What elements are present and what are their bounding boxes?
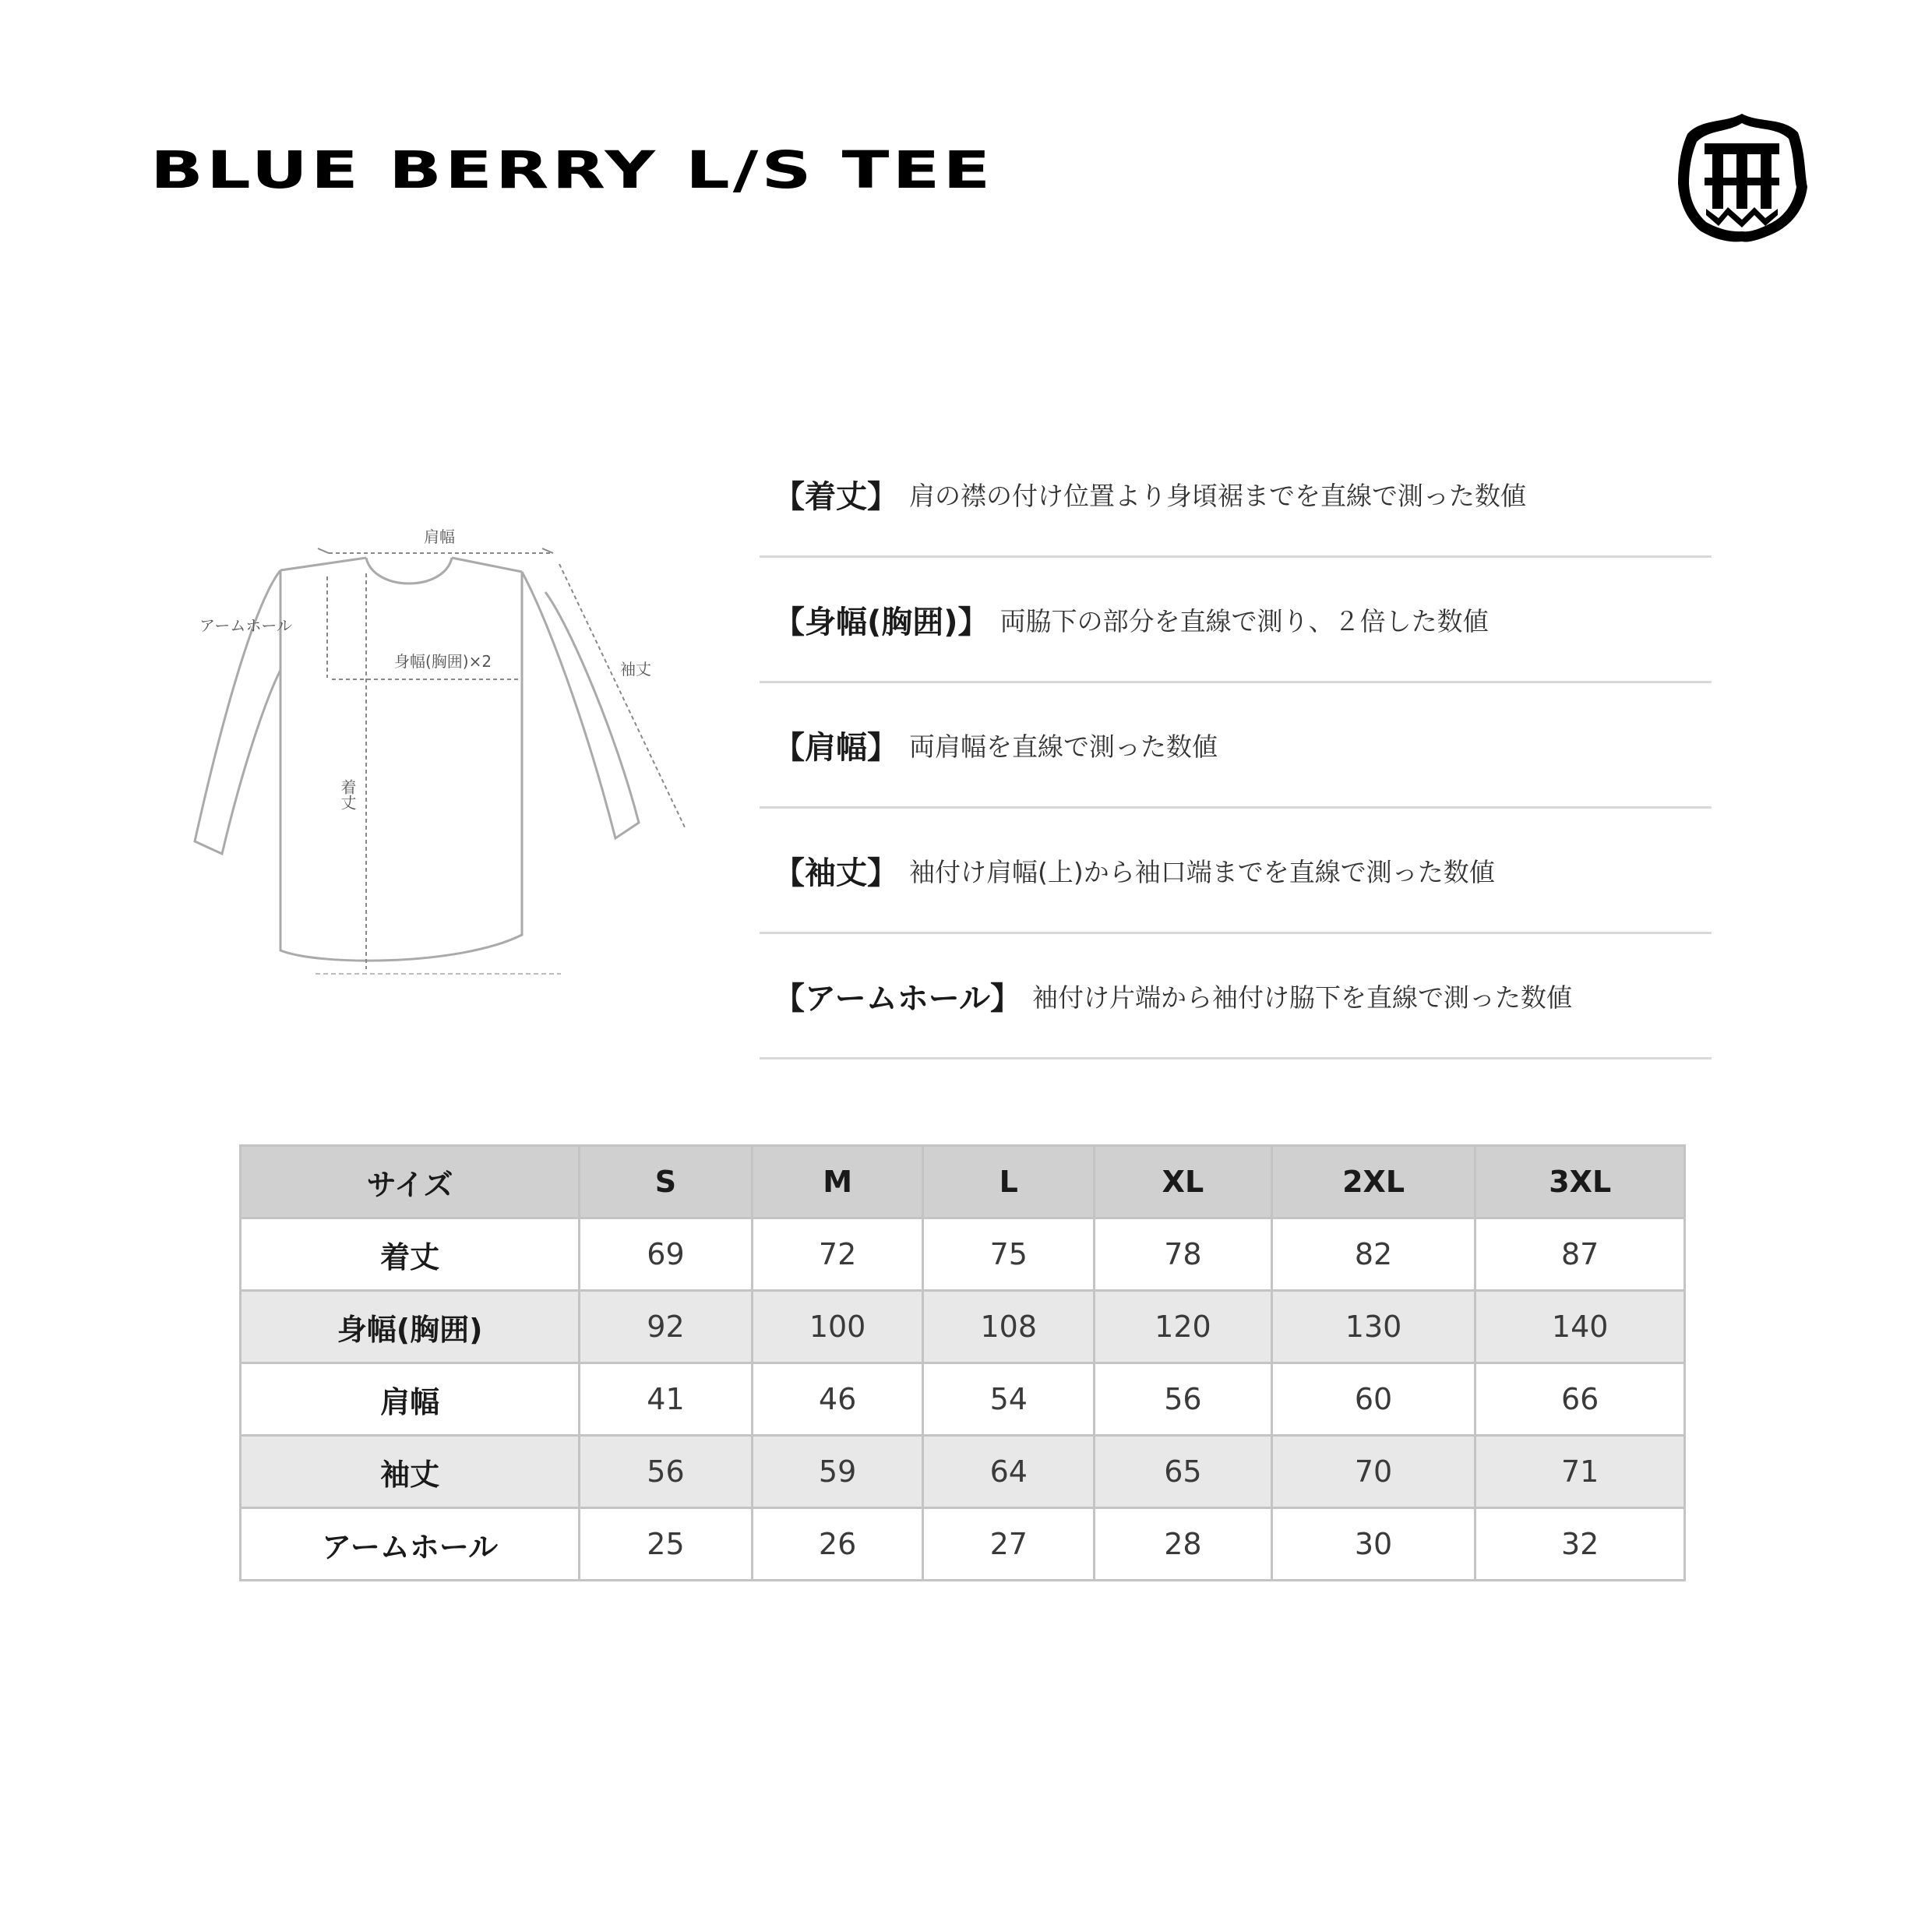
definition-term: 【着丈】: [774, 478, 898, 515]
column-header: サイズ: [241, 1146, 580, 1218]
table-cell: 41: [580, 1363, 753, 1436]
column-header: M: [752, 1146, 923, 1218]
definition-term: 【身幅(胸囲)】: [774, 604, 989, 640]
body-length-label: 着丈: [338, 779, 357, 810]
table-cell: 69: [580, 1218, 753, 1291]
column-header: 3XL: [1475, 1146, 1685, 1218]
table-cell: 87: [1475, 1218, 1685, 1291]
table-cell: 100: [752, 1291, 923, 1363]
row-label: アームホール: [241, 1508, 580, 1581]
brand-monogram-logo: [1673, 109, 1810, 246]
table-cell: 25: [580, 1508, 753, 1581]
table-cell: 59: [752, 1436, 923, 1508]
table-cell: 46: [752, 1363, 923, 1436]
row-label: 身幅(胸囲): [241, 1291, 580, 1363]
table-row: [241, 1363, 1685, 1436]
table-cell: 75: [923, 1218, 1095, 1291]
sleeve-length-label: 袖丈: [620, 660, 651, 679]
table-cell: 78: [1095, 1218, 1272, 1291]
column-header: L: [923, 1146, 1095, 1218]
table-row: [241, 1291, 1685, 1363]
table-cell: 65: [1095, 1436, 1272, 1508]
measurement-definitions: [760, 432, 1712, 1059]
product-title: BLUE BERRY L/S TEE: [150, 140, 994, 200]
definition-text: 両脇下の部分を直線で測り、２倍した数値: [999, 605, 1489, 636]
column-header: S: [580, 1146, 753, 1218]
table-row: [241, 1508, 1685, 1581]
table-cell: 64: [923, 1436, 1095, 1508]
definition-text: 両肩幅を直線で測った数値: [909, 731, 1218, 762]
table-cell: 32: [1475, 1508, 1685, 1581]
table-cell: 56: [1095, 1363, 1272, 1436]
definition-text: 肩の襟の付け位置より身頃裾までを直線で測った数値: [909, 480, 1526, 511]
table-cell: 30: [1271, 1508, 1475, 1581]
table-cell: 82: [1271, 1218, 1475, 1291]
table-cell: 71: [1475, 1436, 1685, 1508]
row-label: 袖丈: [241, 1436, 580, 1508]
definition-row: [760, 683, 1712, 809]
row-label: 着丈: [241, 1218, 580, 1291]
definition-row: [760, 934, 1712, 1059]
definition-row: [760, 432, 1712, 558]
definition-row: [760, 558, 1712, 683]
table-cell: 54: [923, 1363, 1095, 1436]
table-cell: 72: [752, 1218, 923, 1291]
definition-term: 【袖丈】: [774, 855, 898, 891]
table-header-row: [241, 1146, 1685, 1218]
definition-term: 【アームホール】: [774, 980, 1021, 1017]
column-header: XL: [1095, 1146, 1272, 1218]
definition-term: 【肩幅】: [774, 729, 898, 766]
table-cell: 108: [923, 1291, 1095, 1363]
table-cell: 56: [580, 1436, 753, 1508]
garment-measurement-diagram: [179, 514, 724, 997]
chest-width-label: 身幅(胸囲)×2: [394, 652, 492, 671]
row-label: 肩幅: [241, 1363, 580, 1436]
table-cell: 120: [1095, 1291, 1272, 1363]
column-header: 2XL: [1271, 1146, 1475, 1218]
definition-text: 袖付け肩幅(上)から袖口端までを直線で測った数値: [909, 856, 1495, 887]
table-row: [241, 1436, 1685, 1508]
table-cell: 26: [752, 1508, 923, 1581]
table-cell: 130: [1271, 1291, 1475, 1363]
definition-text: 袖付け片端から袖付け脇下を直線で測った数値: [1032, 982, 1572, 1013]
definition-row: [760, 809, 1712, 934]
size-chart-table: [239, 1144, 1686, 1581]
table-cell: 66: [1475, 1363, 1685, 1436]
armhole-label: アームホール: [199, 616, 292, 635]
shoulder-width-label: 肩幅: [424, 527, 455, 546]
table-cell: 60: [1271, 1363, 1475, 1436]
table-row: [241, 1218, 1685, 1291]
table-cell: 28: [1095, 1508, 1272, 1581]
table-cell: 140: [1475, 1291, 1685, 1363]
table-cell: 27: [923, 1508, 1095, 1581]
table-cell: 92: [580, 1291, 753, 1363]
table-cell: 70: [1271, 1436, 1475, 1508]
